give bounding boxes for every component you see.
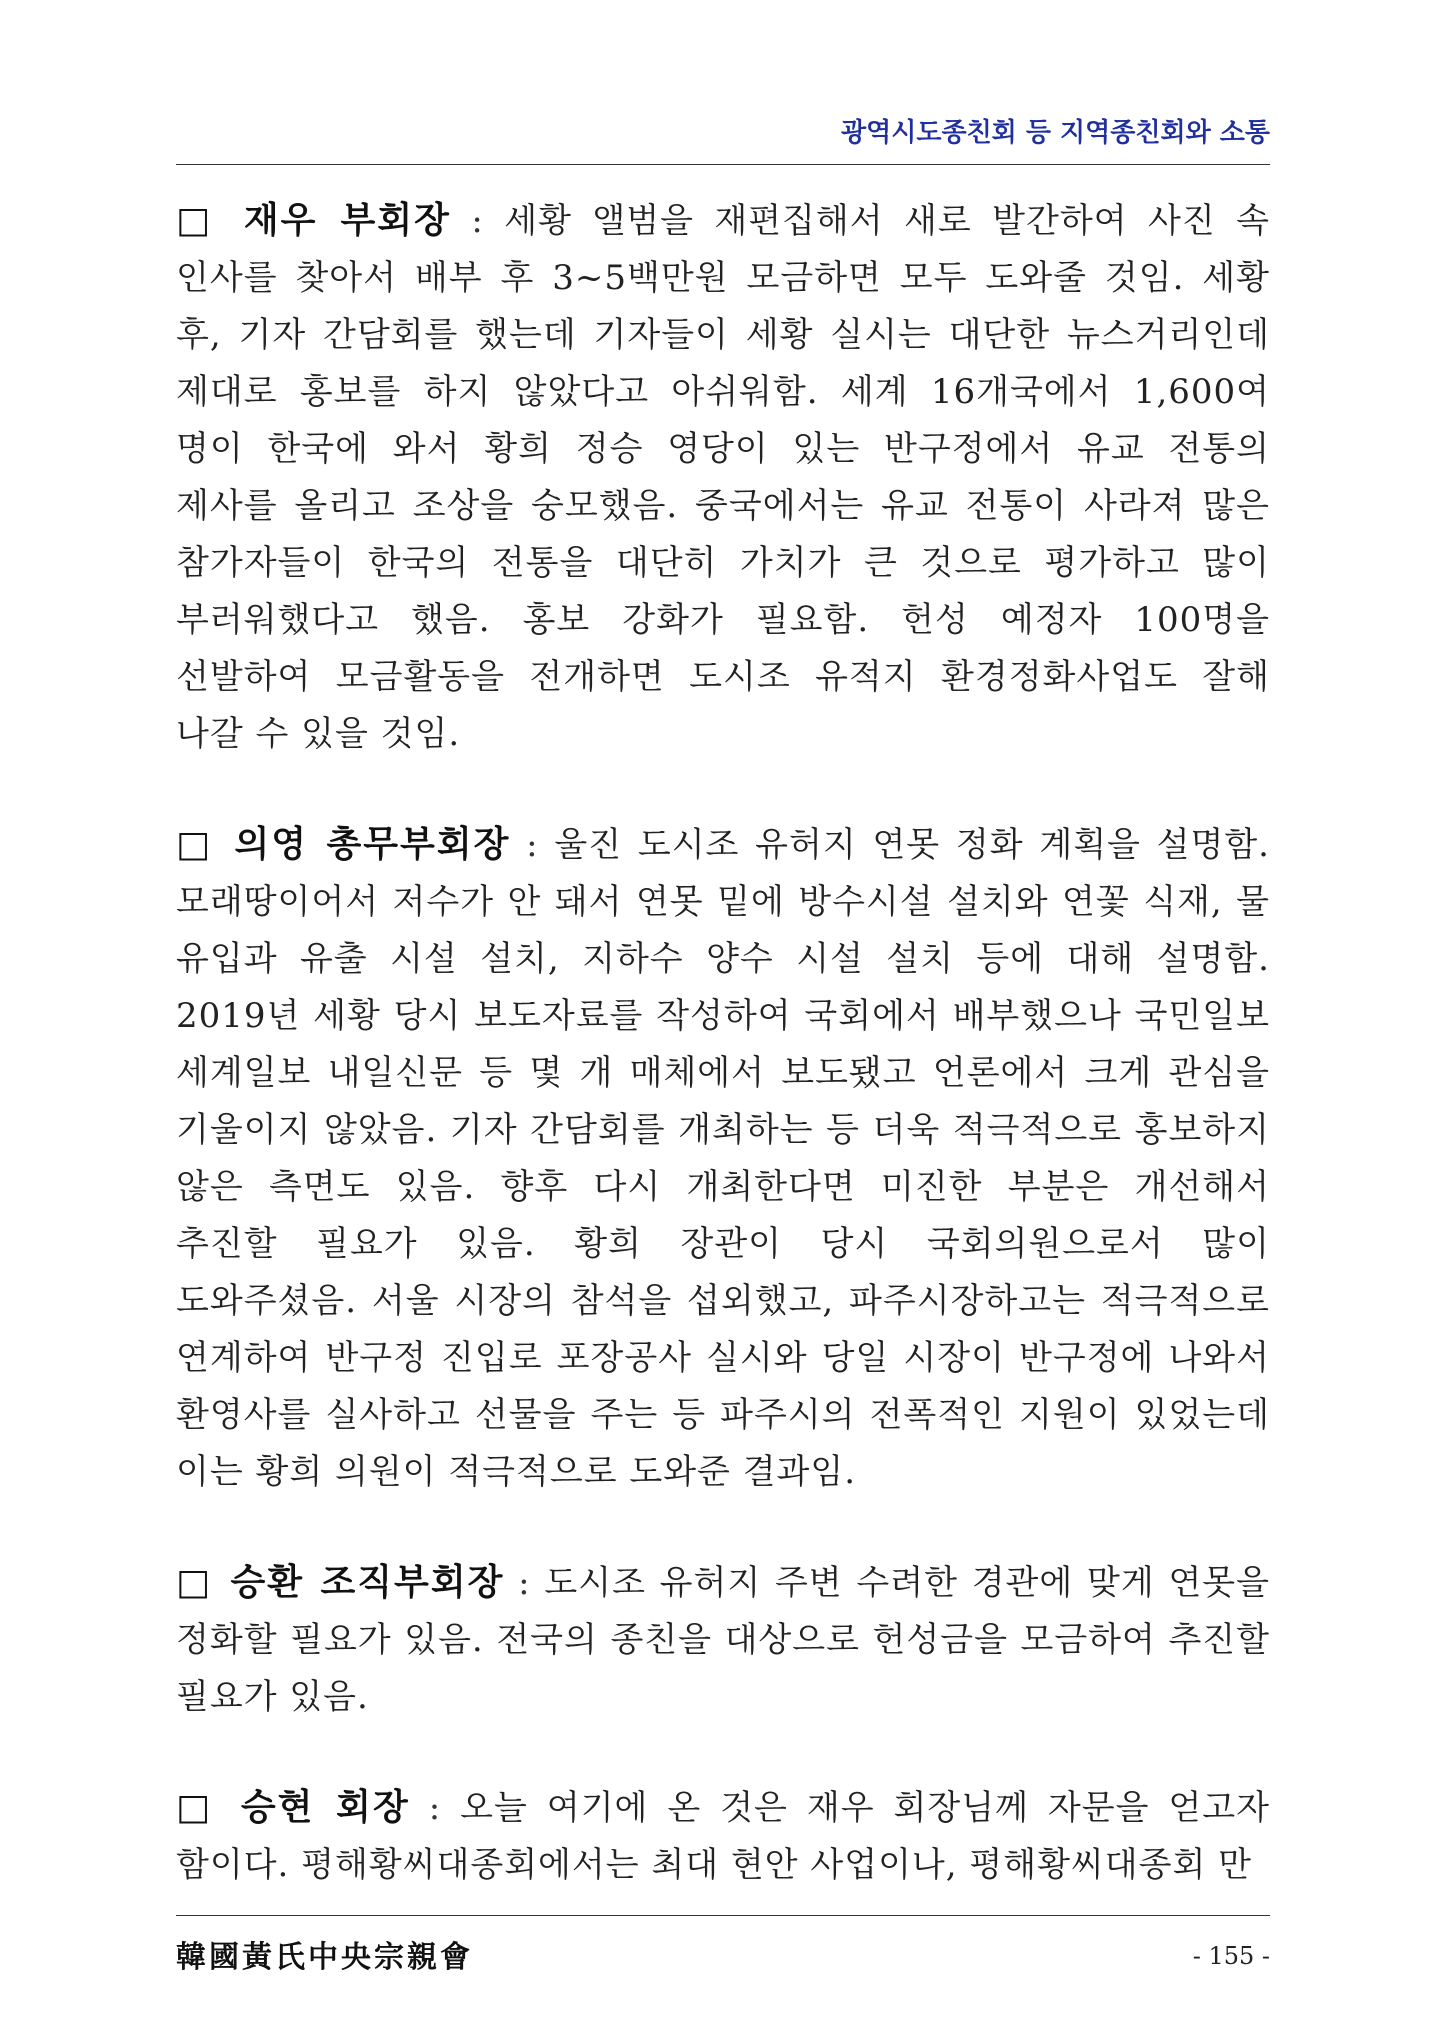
page-number: - 155 - <box>1192 1942 1270 1970</box>
speaker-label: □ 승현 회장 <box>176 1787 410 1828</box>
speaker-label: □ 재우 부회장 <box>176 200 451 241</box>
paragraph-text: 울진 도시조 유허지 연못 정화 계획을 설명함. 모래땅이어서 저수가 안 돼서 연못 밑에 방수시설 설치와 연꽃 식재, 물 유입과 유출 시설 설치, 지하수 양수 시설 설치 등에 대해 설명함. 2019년 세황 당시 보도자료를 작성하여 국회에서 배부했으나 국민일보 세계일보 내일신문 등 몇 개 매체에서 보도됐고 언론에서 크게 관심을 기울이지 않았음. 기자 간담회를 개최하는 등 더욱 적극적으로 홍보하지 않은 측면도 있음. 향후 다시 개최한다면 미진한 부분은 개선해서 추진할 필요가 있음. 황희 장관이 당시 국회의원으로서 많이 도와주셨음. 서울 시장의 참석을 섭외했고, 파주시장하고는 적극적으로 연계하여 반구정 진입로 포장공사 실시와 당일 시장이 반구정에 나와서 환영사를 실사하고 선물을 주는 등 파주시의 전폭적인 지원이 있었는데 이는 황희 의원이 적극적으로 도와준 결과임. <box>176 825 1270 1492</box>
separator: : <box>450 201 505 241</box>
footer-divider <box>176 1915 1270 1916</box>
speaker-label: □ 승환 조직부회장 <box>176 1562 505 1603</box>
paragraph-text: 오늘 여기에 온 것은 재우 회장님께 자문을 얻고자 함이다. 평해황씨대종회에서는 최대 현안 사업이나, 평해황씨대종회 만 <box>176 1788 1270 1885</box>
paragraph-seunghwan <box>176 1554 1270 1726</box>
page-header-title: 광역시도종친회 등 지역종친회와 소통 <box>840 118 1270 148</box>
paragraph-jaewoo <box>176 192 1270 763</box>
paragraph-seunghyun <box>176 1779 1270 1894</box>
document-body <box>176 192 1270 1894</box>
separator: : <box>504 1563 545 1603</box>
header-divider <box>176 164 1270 165</box>
footer-organization-name: 韓國黃氏中央宗親會 <box>176 1940 473 1975</box>
separator: : <box>409 1788 461 1828</box>
speaker-label: □ 의영 총무부회장 <box>176 824 511 865</box>
paragraph-text: 도시조 유허지 주변 수려한 경관에 맞게 연못을 정화할 필요가 있음. 전국의 종친을 대상으로 헌성금을 모금하여 추진할 필요가 있음. <box>176 1563 1270 1717</box>
paragraph-euiyoung <box>176 816 1270 1501</box>
separator: : <box>510 825 555 865</box>
paragraph-text: 세황 앨범을 재편집해서 새로 발간하여 사진 속 인사를 찾아서 배부 후 3~5백만원 모금하면 모두 도와줄 것임. 세황 후, 기자 간담회를 했는데 기자들이 세황 실시는 대단한 뉴스거리인데 제대로 홍보를 하지 않았다고 아쉬워함. 세계 16개국에서 1,600여 명이 한국에 와서 황희 정승 영당이 있는 반구정에서 유교 전통의 제사를 올리고 조상을 숭모했음. 중국에서는 유교 전통이 사라져 많은 참가자들이 한국의 전통을 대단히 가치가 큰 것으로 평가하고 많이 부러워했다고 했음. 홍보 강화가 필요함. 헌성 예정자 100명을 선발하여 모금활동을 전개하면 도시조 유적지 환경정화사업도 잘해 나갈 수 있을 것임. <box>176 201 1270 754</box>
